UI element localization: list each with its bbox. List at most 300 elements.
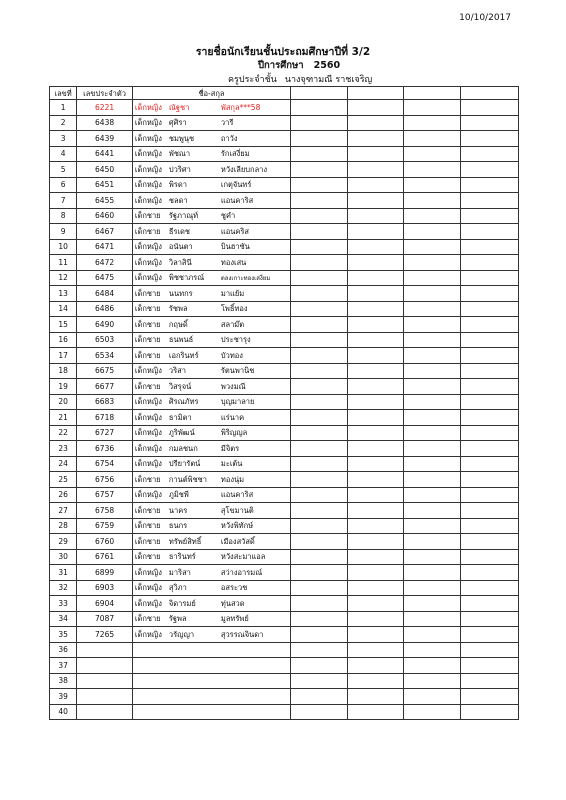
row-number: 11 bbox=[50, 255, 77, 271]
table-header-row bbox=[50, 87, 519, 100]
name-prefix: เด็กชาย bbox=[134, 614, 161, 624]
blank-cell bbox=[291, 627, 348, 643]
blank-cell bbox=[291, 348, 348, 364]
blank-cell bbox=[347, 565, 404, 581]
table-row bbox=[50, 689, 519, 705]
blank-cell bbox=[347, 193, 404, 209]
blank-cell bbox=[291, 394, 348, 410]
last-name: แอนคาริส bbox=[220, 490, 254, 500]
blank-cell bbox=[404, 565, 461, 581]
last-name: มูลทรัพย์ bbox=[220, 614, 249, 624]
student-name bbox=[132, 456, 290, 472]
blank-cell bbox=[347, 410, 404, 426]
row-number: 8 bbox=[50, 208, 77, 224]
table-row bbox=[50, 518, 519, 534]
last-name: สุโขมานติ bbox=[220, 505, 254, 515]
table-row bbox=[50, 611, 519, 627]
first-name: นาคร bbox=[168, 505, 188, 515]
student-id: 6756 bbox=[77, 472, 133, 488]
blank-cell bbox=[404, 596, 461, 612]
student-name bbox=[132, 642, 290, 658]
row-number: 15 bbox=[50, 317, 77, 333]
blank-cell bbox=[347, 162, 404, 178]
first-name: รัชพล bbox=[168, 304, 188, 314]
last-name: พัสกุล***58 bbox=[220, 102, 261, 112]
table-row bbox=[50, 224, 519, 240]
first-name: วิลาสินี bbox=[168, 257, 192, 267]
row-number: 25 bbox=[50, 472, 77, 488]
student-id: 7087 bbox=[77, 611, 133, 627]
page-title: รายชื่อนักเรียนชั้นประถมศึกษาปีที่ 3/2 bbox=[195, 46, 371, 58]
blank-cell bbox=[461, 193, 519, 209]
blank-cell bbox=[461, 642, 519, 658]
row-number: 28 bbox=[50, 518, 77, 534]
table-row bbox=[50, 363, 519, 379]
blank-cell bbox=[291, 441, 348, 457]
blank-cell bbox=[291, 472, 348, 488]
row-number: 39 bbox=[50, 689, 77, 705]
name-prefix: เด็กหญิง bbox=[134, 118, 162, 128]
row-number: 17 bbox=[50, 348, 77, 364]
blank-cell bbox=[461, 689, 519, 705]
table-row bbox=[50, 441, 519, 457]
first-name: วริสา bbox=[168, 366, 186, 376]
blank-cell bbox=[347, 363, 404, 379]
first-name: เอกรินทร์ bbox=[168, 350, 199, 360]
first-name: ปวริศา bbox=[168, 164, 191, 174]
blank-cell bbox=[461, 565, 519, 581]
first-name: ภูมิชพี bbox=[168, 490, 189, 500]
last-name: ถาวัง bbox=[220, 133, 238, 143]
student-id bbox=[77, 673, 133, 689]
student-name bbox=[132, 286, 290, 302]
blank-cell bbox=[347, 673, 404, 689]
blank-cell bbox=[291, 239, 348, 255]
row-number: 16 bbox=[50, 332, 77, 348]
row-number: 23 bbox=[50, 441, 77, 457]
col-header-blank bbox=[347, 87, 404, 100]
blank-cell bbox=[291, 704, 348, 720]
first-name: วิสรุจน์ bbox=[168, 381, 192, 391]
blank-cell bbox=[461, 518, 519, 534]
academic-year-label: ปีการศึกษา bbox=[258, 60, 304, 71]
blank-cell bbox=[347, 394, 404, 410]
student-id: 6475 bbox=[77, 270, 133, 286]
blank-cell bbox=[404, 177, 461, 193]
blank-cell bbox=[347, 596, 404, 612]
blank-cell bbox=[291, 177, 348, 193]
student-id: 6451 bbox=[77, 177, 133, 193]
first-name: วรัญญา bbox=[168, 629, 195, 639]
blank-cell bbox=[404, 441, 461, 457]
student-id: 6758 bbox=[77, 503, 133, 519]
student-id: 6899 bbox=[77, 565, 133, 581]
student-id: 6471 bbox=[77, 239, 133, 255]
student-name bbox=[132, 704, 290, 720]
row-number: 2 bbox=[50, 115, 77, 131]
blank-cell bbox=[347, 255, 404, 271]
name-prefix: เด็กชาย bbox=[134, 319, 161, 329]
blank-cell bbox=[404, 534, 461, 550]
student-name bbox=[132, 580, 290, 596]
academic-year bbox=[258, 58, 340, 73]
table-row bbox=[50, 565, 519, 581]
blank-cell bbox=[347, 348, 404, 364]
first-name: ธนพนธ์ bbox=[168, 335, 194, 345]
row-number: 33 bbox=[50, 596, 77, 612]
name-prefix: เด็กหญิง bbox=[134, 242, 162, 252]
student-name bbox=[132, 193, 290, 209]
table-row bbox=[50, 487, 519, 503]
blank-cell bbox=[291, 146, 348, 162]
blank-cell bbox=[347, 487, 404, 503]
blank-cell bbox=[404, 689, 461, 705]
blank-cell bbox=[291, 425, 348, 441]
blank-cell bbox=[461, 549, 519, 565]
name-prefix: เด็กหญิง bbox=[134, 102, 162, 112]
last-name: เมืองสวัสดิ์ bbox=[220, 536, 255, 546]
student-name bbox=[132, 394, 290, 410]
student-name bbox=[132, 317, 290, 333]
blank-cell bbox=[404, 673, 461, 689]
table-row bbox=[50, 100, 519, 116]
student-id: 6534 bbox=[77, 348, 133, 364]
blank-cell bbox=[461, 596, 519, 612]
blank-cell bbox=[347, 658, 404, 674]
blank-cell bbox=[461, 394, 519, 410]
blank-cell bbox=[291, 379, 348, 395]
student-name bbox=[132, 131, 290, 147]
blank-cell bbox=[347, 317, 404, 333]
first-name: กานต์พิชชา bbox=[168, 474, 207, 484]
blank-cell bbox=[291, 270, 348, 286]
blank-cell bbox=[404, 627, 461, 643]
table-row bbox=[50, 534, 519, 550]
last-name: มาแย้ม bbox=[220, 288, 245, 298]
blank-cell bbox=[291, 642, 348, 658]
row-number: 24 bbox=[50, 456, 77, 472]
student-id: 6221 bbox=[77, 100, 133, 116]
name-prefix: เด็กชาย bbox=[134, 226, 161, 236]
first-name: รัฐพล bbox=[168, 614, 187, 624]
blank-cell bbox=[347, 332, 404, 348]
student-name bbox=[132, 658, 290, 674]
row-number: 26 bbox=[50, 487, 77, 503]
blank-cell bbox=[347, 224, 404, 240]
blank-cell bbox=[291, 658, 348, 674]
blank-cell bbox=[291, 487, 348, 503]
name-prefix: เด็กหญิง bbox=[134, 133, 162, 143]
teacher-label: ครูประจำชั้น bbox=[228, 75, 277, 85]
table-row bbox=[50, 348, 519, 364]
name-prefix: เด็กหญิง bbox=[134, 567, 162, 577]
student-name bbox=[132, 162, 290, 178]
table-row bbox=[50, 627, 519, 643]
blank-cell bbox=[461, 332, 519, 348]
blank-cell bbox=[404, 162, 461, 178]
print-date: 10/10/2017 bbox=[459, 13, 511, 23]
blank-cell bbox=[404, 487, 461, 503]
blank-cell bbox=[291, 332, 348, 348]
last-name: หวังเลียบกลาง bbox=[220, 164, 268, 174]
student-name bbox=[132, 115, 290, 131]
blank-cell bbox=[461, 611, 519, 627]
blank-cell bbox=[404, 580, 461, 596]
blank-cell bbox=[461, 162, 519, 178]
name-prefix: เด็กหญิง bbox=[134, 257, 162, 267]
name-prefix: เด็กชาย bbox=[134, 536, 161, 546]
blank-cell bbox=[461, 658, 519, 674]
first-name: นนทกร bbox=[168, 288, 193, 298]
row-number: 35 bbox=[50, 627, 77, 643]
name-prefix: เด็กชาย bbox=[134, 288, 161, 298]
first-name: ศิรณภัทร bbox=[168, 397, 199, 407]
blank-cell bbox=[461, 534, 519, 550]
blank-cell bbox=[461, 239, 519, 255]
last-name: วารี bbox=[220, 118, 234, 128]
row-number: 20 bbox=[50, 394, 77, 410]
blank-cell bbox=[404, 410, 461, 426]
row-number: 30 bbox=[50, 549, 77, 565]
last-name: มีจิตร bbox=[220, 443, 240, 453]
blank-cell bbox=[461, 208, 519, 224]
last-name: มะเต้น bbox=[220, 459, 243, 469]
blank-cell bbox=[291, 224, 348, 240]
col-header-blank bbox=[461, 87, 519, 100]
last-name: ทองนุ่ม bbox=[220, 474, 245, 484]
student-name bbox=[132, 472, 290, 488]
name-prefix: เด็กชาย bbox=[134, 350, 161, 360]
table-row bbox=[50, 317, 519, 333]
last-name: ชูคำ bbox=[220, 211, 236, 221]
blank-cell bbox=[461, 177, 519, 193]
student-id: 6759 bbox=[77, 518, 133, 534]
row-number: 14 bbox=[50, 301, 77, 317]
name-prefix: เด็กหญิง bbox=[134, 272, 162, 282]
student-id: 6757 bbox=[77, 487, 133, 503]
first-name: พัชณา bbox=[168, 149, 191, 159]
name-prefix: เด็กหญิง bbox=[134, 443, 162, 453]
blank-cell bbox=[404, 193, 461, 209]
name-prefix: เด็กชาย bbox=[134, 381, 161, 391]
blank-cell bbox=[461, 410, 519, 426]
row-number: 40 bbox=[50, 704, 77, 720]
blank-cell bbox=[291, 301, 348, 317]
student-name bbox=[132, 239, 290, 255]
student-id: 6467 bbox=[77, 224, 133, 240]
last-name: อสระวช bbox=[220, 583, 248, 593]
blank-cell bbox=[404, 255, 461, 271]
last-name: สลาม๊ต bbox=[220, 319, 245, 329]
student-id: 6441 bbox=[77, 146, 133, 162]
blank-cell bbox=[461, 379, 519, 395]
last-name: สว่างอารมณ์ bbox=[220, 567, 263, 577]
blank-cell bbox=[291, 317, 348, 333]
table-row bbox=[50, 146, 519, 162]
blank-cell bbox=[291, 115, 348, 131]
first-name: ธารินทร์ bbox=[168, 552, 196, 562]
blank-cell bbox=[347, 131, 404, 147]
blank-cell bbox=[404, 146, 461, 162]
blank-cell bbox=[404, 239, 461, 255]
student-id: 6450 bbox=[77, 162, 133, 178]
table-row bbox=[50, 642, 519, 658]
row-number: 9 bbox=[50, 224, 77, 240]
blank-cell bbox=[291, 193, 348, 209]
col-header-number: เลขที่ bbox=[50, 87, 77, 100]
blank-cell bbox=[347, 642, 404, 658]
blank-cell bbox=[347, 425, 404, 441]
student-name bbox=[132, 596, 290, 612]
first-name: พิชชาภรณ์ bbox=[168, 272, 205, 282]
blank-cell bbox=[404, 208, 461, 224]
student-name bbox=[132, 611, 290, 627]
student-name bbox=[132, 410, 290, 426]
blank-cell bbox=[347, 627, 404, 643]
blank-cell bbox=[347, 549, 404, 565]
name-prefix: เด็กหญิง bbox=[134, 459, 162, 469]
blank-cell bbox=[461, 673, 519, 689]
blank-cell bbox=[404, 348, 461, 364]
last-name: หวังพิทักษ์ bbox=[220, 521, 254, 531]
student-id: 6460 bbox=[77, 208, 133, 224]
row-number: 12 bbox=[50, 270, 77, 286]
row-number: 37 bbox=[50, 658, 77, 674]
blank-cell bbox=[461, 503, 519, 519]
table-row bbox=[50, 425, 519, 441]
student-id: 6438 bbox=[77, 115, 133, 131]
student-name bbox=[132, 534, 290, 550]
blank-cell bbox=[347, 518, 404, 534]
blank-cell bbox=[347, 270, 404, 286]
name-prefix: เด็กหญิง bbox=[134, 149, 162, 159]
student-name bbox=[132, 100, 290, 116]
blank-cell bbox=[347, 534, 404, 550]
first-name: มาริสา bbox=[168, 567, 191, 577]
student-id: 6439 bbox=[77, 131, 133, 147]
blank-cell bbox=[347, 689, 404, 705]
table-row bbox=[50, 503, 519, 519]
academic-year-value: 2560 bbox=[313, 60, 341, 71]
table-row bbox=[50, 332, 519, 348]
blank-cell bbox=[404, 317, 461, 333]
blank-cell bbox=[347, 146, 404, 162]
blank-cell bbox=[461, 627, 519, 643]
last-name: พวงมณี bbox=[220, 381, 246, 391]
table-row bbox=[50, 394, 519, 410]
last-name: บินฮาซัน bbox=[220, 242, 250, 252]
table-row bbox=[50, 596, 519, 612]
blank-cell bbox=[461, 286, 519, 302]
first-name: ธามิตา bbox=[168, 412, 192, 422]
blank-cell bbox=[347, 611, 404, 627]
row-number: 34 bbox=[50, 611, 77, 627]
first-name: ทรัพย์สิทธิ์ bbox=[168, 536, 202, 546]
blank-cell bbox=[291, 580, 348, 596]
blank-cell bbox=[291, 286, 348, 302]
row-number: 21 bbox=[50, 410, 77, 426]
student-id: 6760 bbox=[77, 534, 133, 550]
first-name: ภูริพัฒน์ bbox=[168, 428, 195, 438]
col-header-student-id: เลขประจำตัว bbox=[77, 87, 133, 100]
student-name bbox=[132, 441, 290, 457]
blank-cell bbox=[291, 549, 348, 565]
blank-cell bbox=[404, 611, 461, 627]
name-prefix: เด็กหญิง bbox=[134, 583, 162, 593]
student-name bbox=[132, 565, 290, 581]
table-row bbox=[50, 270, 519, 286]
blank-cell bbox=[291, 689, 348, 705]
blank-cell bbox=[461, 487, 519, 503]
student-name bbox=[132, 487, 290, 503]
table-row bbox=[50, 239, 519, 255]
student-name bbox=[132, 689, 290, 705]
blank-cell bbox=[461, 224, 519, 240]
last-name: บุญมาลาย bbox=[220, 397, 255, 407]
table-row bbox=[50, 208, 519, 224]
student-id: 6472 bbox=[77, 255, 133, 271]
first-name: ณัฐชา bbox=[168, 102, 190, 112]
table-row bbox=[50, 673, 519, 689]
row-number: 6 bbox=[50, 177, 77, 193]
blank-cell bbox=[291, 410, 348, 426]
blank-cell bbox=[291, 673, 348, 689]
blank-cell bbox=[461, 441, 519, 457]
name-prefix: เด็กหญิง bbox=[134, 366, 162, 376]
student-name bbox=[132, 146, 290, 162]
row-number: 29 bbox=[50, 534, 77, 550]
student-name bbox=[132, 425, 290, 441]
blank-cell bbox=[347, 503, 404, 519]
blank-cell bbox=[461, 472, 519, 488]
blank-cell bbox=[404, 100, 461, 116]
student-name bbox=[132, 379, 290, 395]
col-header-blank bbox=[291, 87, 348, 100]
last-name: ตลงเกาะทองเสงี่ยม bbox=[220, 274, 271, 282]
blank-cell bbox=[291, 611, 348, 627]
student-name bbox=[132, 503, 290, 519]
name-prefix: เด็กหญิง bbox=[134, 397, 162, 407]
row-number: 13 bbox=[50, 286, 77, 302]
student-name bbox=[132, 518, 290, 534]
blank-cell bbox=[461, 146, 519, 162]
name-prefix: เด็กหญิง bbox=[134, 490, 162, 500]
first-name: จิดารมย์ bbox=[168, 598, 196, 608]
blank-cell bbox=[347, 379, 404, 395]
blank-cell bbox=[291, 596, 348, 612]
blank-cell bbox=[461, 348, 519, 364]
name-prefix: เด็กชาย bbox=[134, 304, 161, 314]
first-name: กฤษดิ์ bbox=[168, 319, 188, 329]
student-table bbox=[49, 86, 519, 720]
name-prefix: เด็กชาย bbox=[134, 552, 161, 562]
blank-cell bbox=[347, 704, 404, 720]
name-prefix: เด็กหญิง bbox=[134, 180, 162, 190]
last-name: รัตนพานิช bbox=[220, 366, 255, 376]
first-name: ศุศิรา bbox=[168, 118, 187, 128]
row-number: 27 bbox=[50, 503, 77, 519]
blank-cell bbox=[461, 100, 519, 116]
blank-cell bbox=[291, 456, 348, 472]
blank-cell bbox=[291, 518, 348, 534]
blank-cell bbox=[291, 162, 348, 178]
table-row bbox=[50, 379, 519, 395]
blank-cell bbox=[404, 472, 461, 488]
blank-cell bbox=[291, 565, 348, 581]
blank-cell bbox=[404, 286, 461, 302]
last-name: ทองเสน bbox=[220, 257, 247, 267]
student-id: 6754 bbox=[77, 456, 133, 472]
